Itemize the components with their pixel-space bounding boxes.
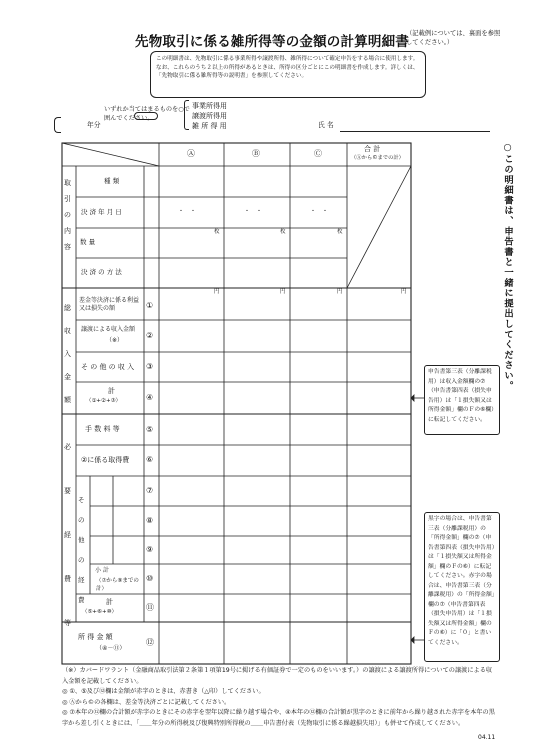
- num-6: ⑥: [146, 455, 154, 464]
- callout-income-result: 黒字の場合は、申告書第三表（分離課税用）の「所得金額」欄の⑦（申告書第四表（損失申告用）は「１損失額又は所得金額」欄のＦの⑥）に転記してください。赤字の場合は、申告書第三表（分離課税用）の「所得金額」欄の⑦（申告書第四表（損失申告用）は「１損失額又は所得金額」欄のＦの⑥）に「０」と書いてください。: [424, 512, 500, 662]
- row-4: 計: [108, 387, 115, 395]
- footnote-2: ◎ ①、⑤及び⑫欄は金額が赤字のときは、赤書き（△印）してください。: [62, 688, 265, 695]
- footnote-1: （※）カバードワラント（金融商品取引法第２条第１項第19号に掲げる有価証券で一定のものをいいます。）の譲渡による譲渡所得についての譲渡による収入金額を記載してください。: [62, 667, 493, 685]
- unit-en-total: 円: [401, 289, 407, 295]
- num-11: ⑪: [146, 603, 154, 612]
- footnote-3: ◎ Ⓐから©の各欄は、差金等決済ごとに記載してください。: [62, 698, 231, 706]
- form-code: 04.11: [478, 734, 496, 741]
- unit-mai-a: 枚: [214, 229, 220, 235]
- footnotes: [62, 666, 498, 729]
- col-total-sub: （Ⓐから©までの計）: [351, 155, 404, 161]
- num-4: ④: [146, 393, 154, 402]
- row-5: 手 数 料 等: [85, 425, 120, 433]
- num-12: ⑫: [146, 638, 154, 647]
- col-b: Ⓑ: [252, 149, 260, 158]
- row-12-sub: （④－⑪）: [96, 645, 126, 652]
- name-label: 氏 名: [318, 121, 334, 129]
- submit-notice: ○この明細書は、申告書と一緒に提出してください。: [502, 142, 513, 391]
- selector-label: いずれか当てはまるものを○で囲んでください。: [104, 106, 190, 122]
- row-4-sub: （①+②+③）: [86, 398, 122, 404]
- unit-en-c: 円: [337, 289, 343, 295]
- date-b[interactable]: ・ ・: [244, 208, 263, 215]
- col-total: 合 計: [364, 145, 381, 153]
- option-zatsu[interactable]: 雑 所 得 用: [192, 122, 227, 130]
- footnote-4: ◎ ⑦本年の⑫欄の合計額が赤字のときにその赤字を翌年以降に繰り越す場合や、④本年の⑫欄の合計額が黒字のときに前年から繰り越された赤字を本年の黒字から差し引くときには、「＿＿年分の所得税及び復興特別所得税の＿＿申告書付表（先物取引に係る繰越損失用）」も併せて作成してください。: [62, 709, 495, 727]
- row-2: 譲渡による収入金額: [81, 326, 136, 333]
- row-10: 小 計: [95, 567, 109, 574]
- form-title: 先物取引に係る雑所得等の金額の計算明細書: [135, 34, 409, 50]
- unit-mai-b: 枚: [280, 229, 286, 235]
- row-12: 所 得 金 額: [78, 633, 113, 641]
- num-10: ⑩: [146, 574, 154, 583]
- num-5: ⑤: [146, 425, 154, 434]
- group-shunyu: 総収入金額: [64, 304, 71, 404]
- row-3: そ の 他 の 収 入: [81, 363, 135, 371]
- row-11-sub: （⑤+⑥+⑩）: [82, 609, 118, 615]
- num-8: ⑧: [146, 516, 154, 525]
- row-6: ②に係る取得費: [81, 456, 130, 464]
- num-2: ②: [146, 331, 154, 340]
- intro-text: この明細書は、先物取引に係る事業所得や譲渡所得、雑所得について確定申告をする場合に使用します。なお、これらのうち２以上の所得があるときは、所得の区分ごとにこの明細書を作成します。詳しくは、「先物取引に係る雑所得等の説明書」を参照してください。: [156, 56, 419, 80]
- row-2-sub: （※）: [106, 337, 124, 344]
- date-c[interactable]: ・ ・: [310, 208, 329, 215]
- row-suryo: 数 量: [80, 238, 96, 246]
- col-a: Ⓐ: [187, 149, 195, 158]
- unit-en-a: 円: [214, 289, 220, 295]
- row-shurui: 種 類: [104, 177, 120, 185]
- row-kessai-date: 決 済 年 月 日: [81, 208, 122, 216]
- row-1: 差金等決済に係る利益又は損失の額: [79, 297, 140, 312]
- unit-mai-c: 枚: [337, 229, 343, 235]
- group-hiyou: 必要経費等: [64, 443, 71, 627]
- num-1: ①: [146, 301, 154, 310]
- option-joto[interactable]: 譲渡所得用: [192, 112, 227, 120]
- num-3: ③: [146, 362, 154, 371]
- col-c: Ⓒ: [314, 149, 322, 158]
- group-sonota: その他の経費: [78, 496, 85, 604]
- group-torihiki: 取引の内容: [64, 179, 71, 251]
- num-7: ⑦: [146, 486, 154, 495]
- option-jigyo[interactable]: 事業所得用: [192, 102, 227, 110]
- unit-en-b: 円: [280, 289, 286, 295]
- note-top-right: （記載例については、裏面を参照してください。）: [406, 30, 501, 46]
- num-9: ⑨: [146, 545, 154, 554]
- row-10-sub: （⑦から⑨までの計）: [96, 578, 139, 592]
- date-a[interactable]: ・ ・: [178, 208, 197, 215]
- callout-income: 申告書第三表（分離課税用）は収入金額欄の⑦（申告書第四表（損失申告用）は「１損失額又は所得金額」欄のＦの⑥欄）に転記してください。: [424, 365, 500, 435]
- year-label: 年分: [87, 121, 101, 129]
- row-kessai-method: 決 済 の 方 法: [81, 268, 122, 276]
- row-11: 計: [106, 598, 113, 606]
